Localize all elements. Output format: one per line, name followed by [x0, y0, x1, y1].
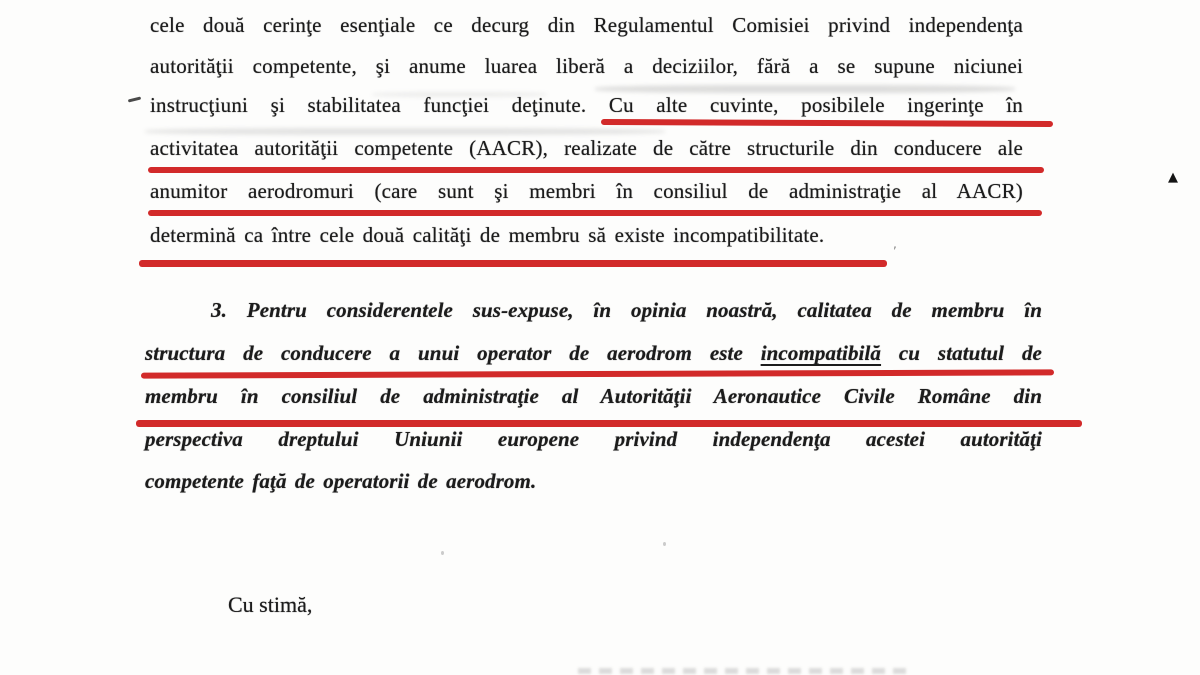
paragraph2-line2: [145, 340, 1042, 366]
red-underline-4: [139, 260, 887, 267]
scan-smudge: [595, 85, 1015, 93]
paragraph2-line4: perspectiva dreptului Uniunii europene privind independenţa acestei autorităţi: [145, 427, 1042, 451]
cutoff-text-bottom-edge: [578, 668, 910, 674]
scan-speck: [663, 542, 666, 546]
red-underline-6: [136, 420, 1082, 427]
red-underline-1: [601, 119, 1053, 127]
paragraph2-line2-before: structura de conducere a unui operator de aerodrom este: [145, 341, 761, 365]
paragraph1-line1: cele două cerinţe esenţiale ce decurg din Regulamentul Comisiei privind independenţa: [150, 13, 1023, 37]
paragraph2-line5: competente faţă de operatorii de aerodrom.: [145, 469, 537, 493]
paragraph1-line2: autorităţii competente, şi anume luarea liberă a deciziilor, fără a se supune niciunei: [150, 54, 1023, 78]
paragraph2-line3: membru în consiliul de administraţie al Autorităţii Aeronautice Civile Române din: [145, 384, 1042, 408]
underlined-word-incompatibila: incompatibilă: [760, 341, 882, 365]
paragraph1-line6: determină ca între cele două calităţi de membru să existe incompatibilitate.: [150, 223, 825, 247]
paragraph2-line1: 3. Pentru considerentele sus-expuse, în opinia noastră, calitatea de membru în: [211, 298, 1042, 322]
paragraph1-line4: activitatea autorităţii competente (AACR), realizate de către structurile din conducere ale: [150, 136, 1023, 160]
paragraph1-line3: instrucţiuni şi stabilitatea funcţiei deţinute. Cu alte cuvinte, posibilele ingerinţe în: [150, 93, 1023, 117]
paragraph1-line5: anumitor aerodromuri (care sunt şi membri în consiliul de administraţie al AACR): [150, 179, 1023, 203]
scan-speck: [441, 551, 444, 555]
red-underline-3: [148, 210, 1042, 216]
corner-triangle-mark: ▲: [1168, 170, 1178, 185]
red-underline-2: [148, 167, 1044, 173]
margin-tick-mark: ': [891, 242, 897, 259]
red-underline-5: [141, 369, 1054, 378]
closing-salutation: Cu stimă,: [228, 592, 313, 617]
margin-dash-mark: [128, 96, 141, 102]
scan-smudge: [372, 92, 547, 97]
paragraph2-line2-after: cu statutul de: [881, 341, 1042, 365]
scan-smudge: [145, 128, 665, 135]
